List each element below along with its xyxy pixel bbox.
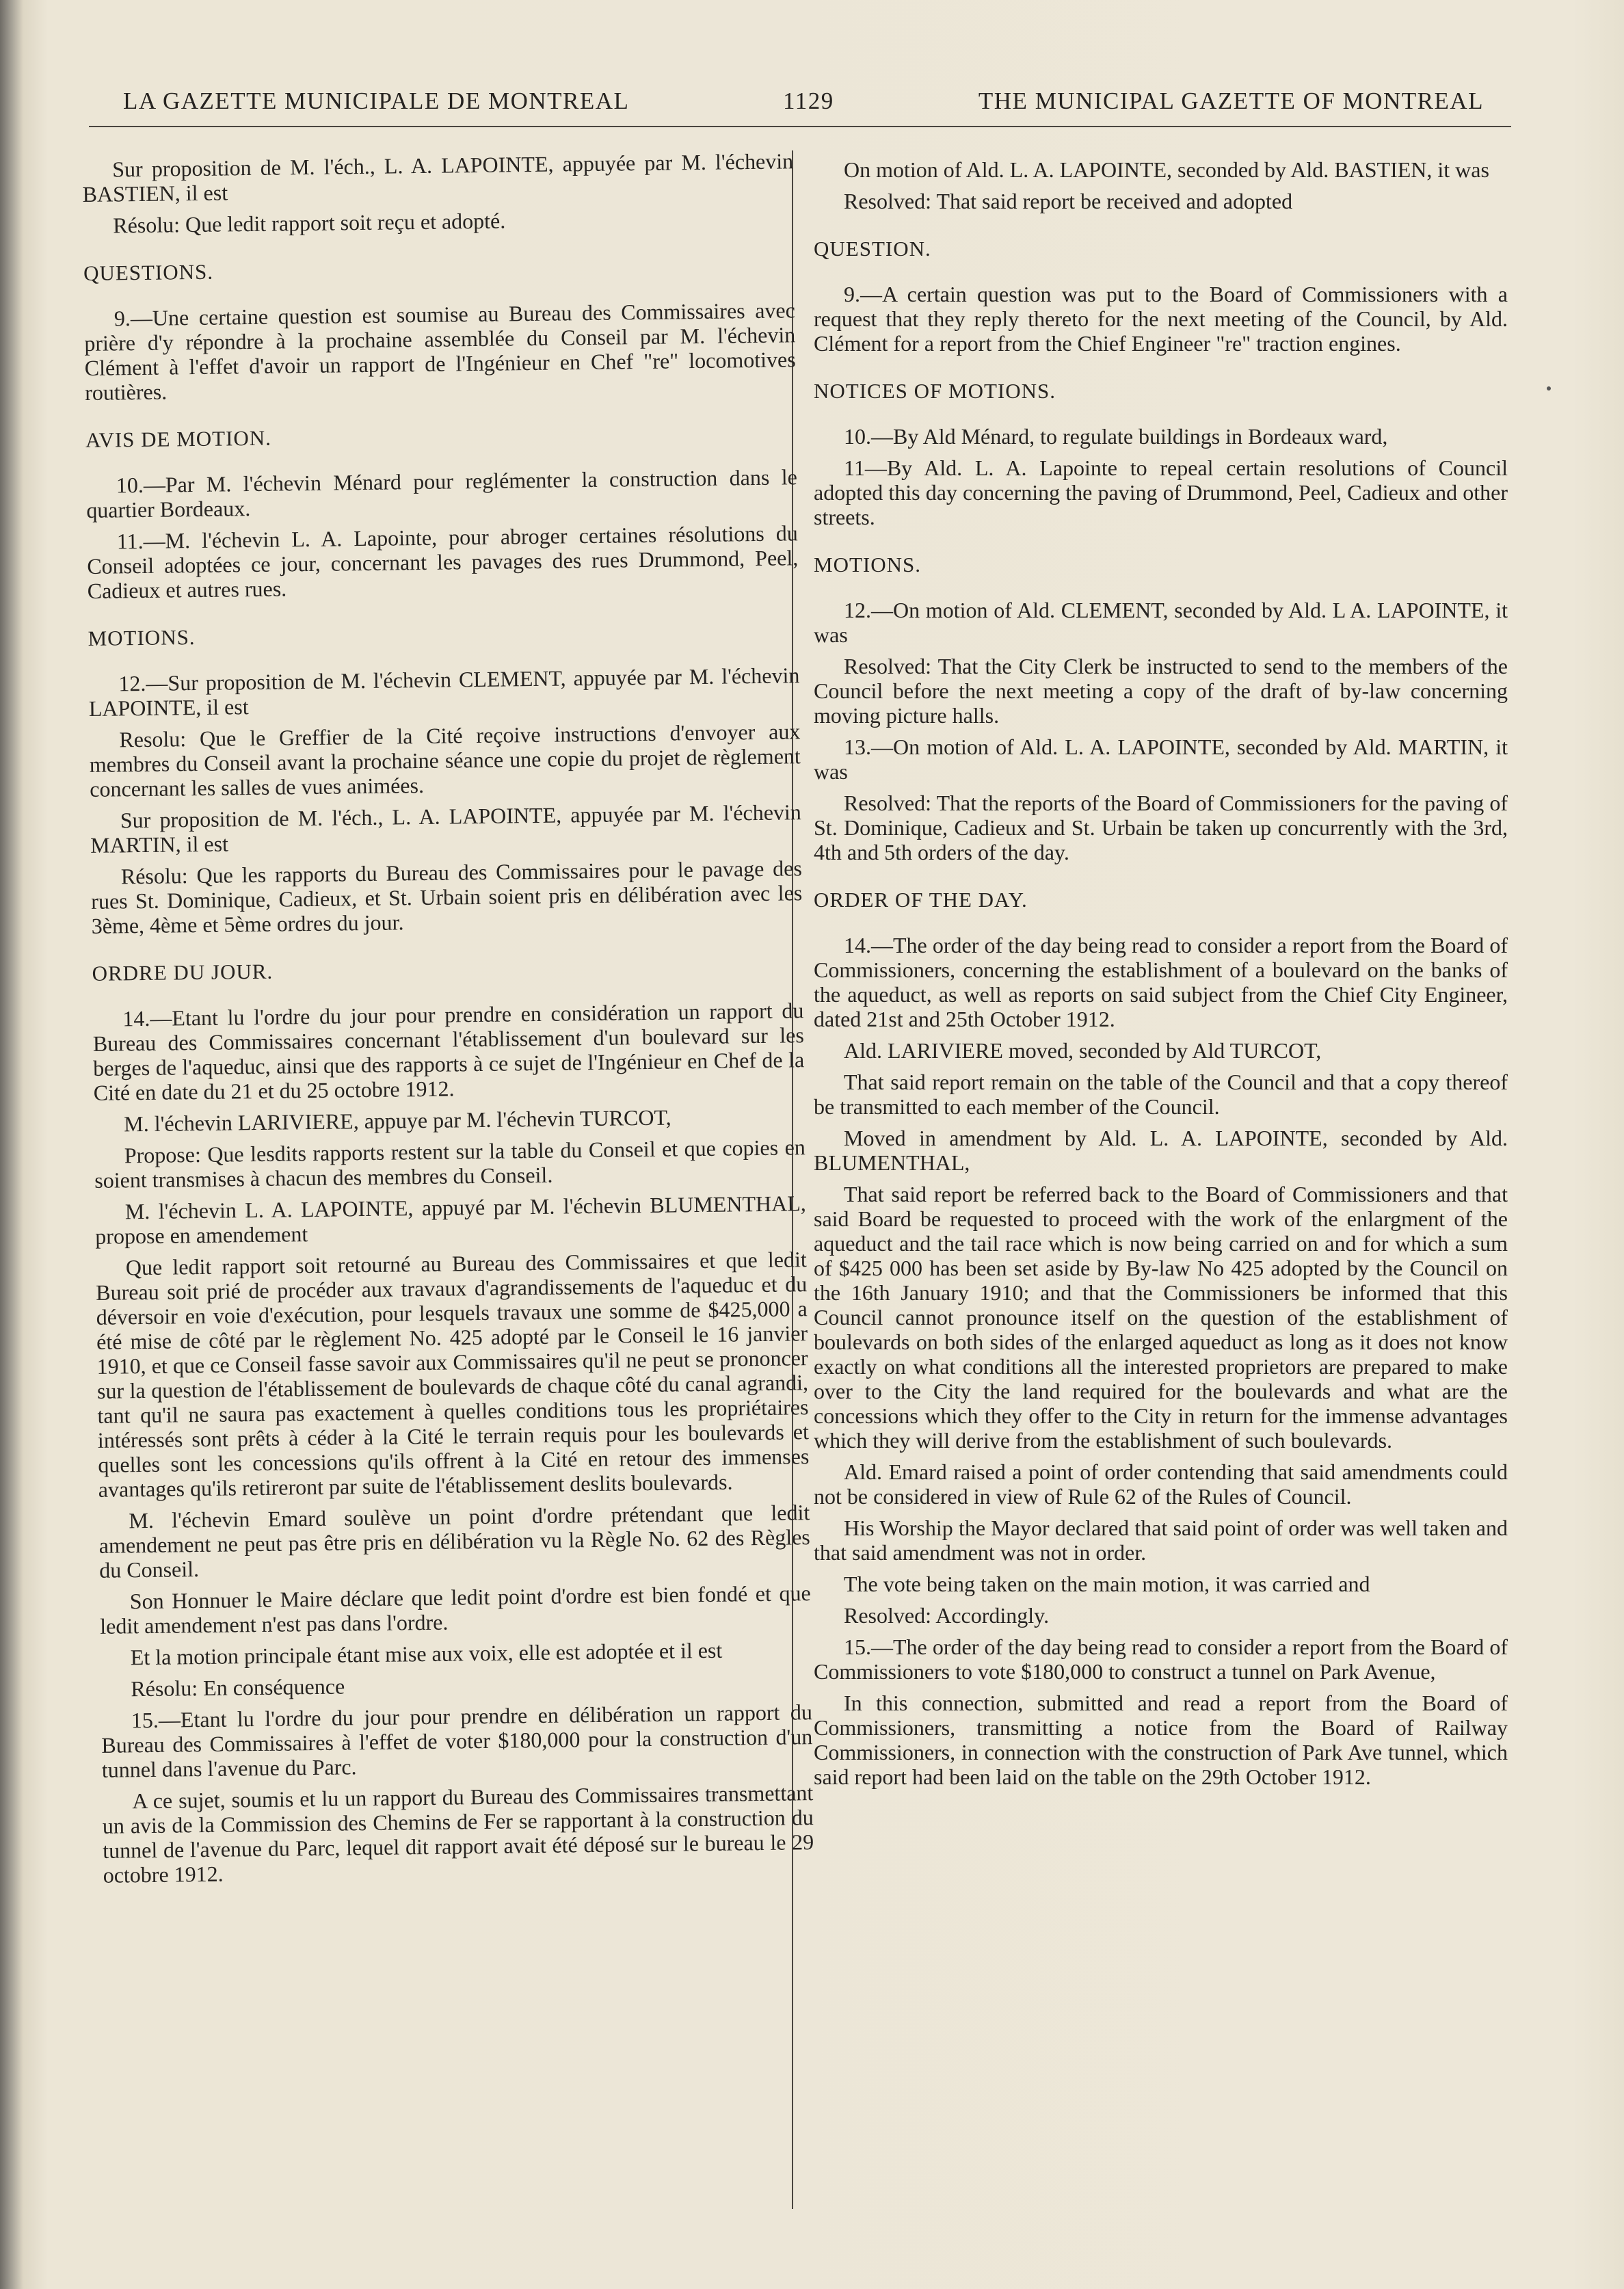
header-english-title: THE MUNICIPAL GAZETTE OF MONTREAL	[978, 88, 1484, 114]
en-section-heading: QUESTION.	[814, 237, 931, 261]
fr-paragraph: Son Honnuer le Maire déclare que ledit point d'ordre est bien fondé et que ledit amendement n'est pas dans l'ordre.	[100, 1580, 811, 1639]
en-paragraph: Ald. LARIVIERE moved, seconded by Ald TURCOT,	[844, 1038, 1322, 1063]
en-paragraph: Resolved: That the reports of the Board of Commissioners for the paving of St. Dominique, Cadieux and St. Urbain be taken up concurrently with the 3rd, 4th and 5th orders of the day.	[814, 791, 1508, 864]
en-paragraph: The vote being taken on the main motion, it was carried and	[844, 1572, 1370, 1596]
header-rule	[89, 126, 1511, 127]
en-paragraph: His Worship the Mayor declared that said point of order was well taken and that said amendment was not in order.	[814, 1516, 1508, 1565]
fr-paragraph: 14.—Etant lu l'ordre du jour pour prendre en considération un rapport du Bureau des Commissaires concernant l'établissement d'un boulevard sur les berges de l'aqueduc, ainsi que des rapports à ce sujet de l'Ingénieur en Chef de la Cité en date du 21 et du 25 octobre 1912.	[92, 998, 805, 1105]
fr-paragraph: 15.—Etant lu l'ordre du jour pour prendre en délibération un rapport du Bureau des Commissaires à l'effet de voter $180,000 pour la construction d'un tunnel dans l'avenue du Parc.	[101, 1699, 813, 1782]
fr-paragraph: A ce sujet, soumis et lu un rapport du Bureau des Commissaires transmettant un avis de la Commission des Chemins de Fer se rapportant à la construction du tunnel de l'avenue du Parc, lequel dit rapport avait été déposé sur le bureau le 29 octobre 1912.	[102, 1780, 814, 1888]
en-paragraph: 10.—By Ald Ménard, to regulate buildings in Bordeaux ward,	[844, 424, 1388, 449]
en-paragraph: Resolved: That said report be received and adopted	[844, 189, 1293, 213]
english-column	[814, 157, 1508, 1796]
fr-paragraph: Sur proposition de M. l'éch., L. A. LAPOINTE, appuyée par M. l'échevin MARTIN, il est	[90, 799, 801, 858]
en-paragraph: 9.—A certain question was put to the Board of Commissioners with a request that they reply thereto for the next meeting of the Council, by Ald. Clément for a report from the Chief Engineer "re" traction engines.	[814, 282, 1508, 356]
en-section-heading: MOTIONS.	[814, 553, 921, 577]
fr-section-heading: ORDRE DU JOUR.	[92, 959, 274, 985]
fr-paragraph: 12.—Sur proposition de M. l'échevin CLEMENT, appuyée par M. l'échevin LAPOINTE, il est	[88, 663, 800, 721]
page-header	[123, 88, 1484, 122]
fr-paragraph: 9.—Une certaine question est soumise au Bureau des Commissaires avec prière d'y répondre à la prochaine assemblée du Conseil par M. l'échevin Clément à l'effet d'avoir un rapport de l'Ingénieur en Chef "re" locomotives routières.	[84, 297, 796, 405]
en-section-heading: NOTICES OF MOTIONS.	[814, 379, 1056, 403]
en-paragraph: Ald. Emard raised a point of order contending that said amendments could not be considered in view of Rule 62 of the Rules of Council.	[814, 1459, 1508, 1509]
fr-paragraph: Résolu: Que ledit rapport soit reçu et adopté.	[112, 208, 506, 238]
en-paragraph: In this connection, submitted and read a report from the Board of Commissioners, transmitting a notice from the Board of Railway Commissioners, in connection with the construction of Park Ave tunnel, which said report had been laid on the table on the 29th October 1912.	[814, 1691, 1508, 1789]
en-paragraph: Resolved: That the City Clerk be instructed to send to the members of the Council before the next meeting a copy of the draft of by-law concerning moving picture halls.	[814, 654, 1508, 728]
fr-paragraph: Propose: Que lesdits rapports restent sur la table du Conseil et que copies en soient transmises à chacun des membres du Conseil.	[94, 1135, 806, 1193]
fr-paragraph: Que ledit rapport soit retourné au Bureau des Commissaires et que ledit Bureau soit prié de procéder aux travaux d'agrandissements de l'aqueduc et du déversoir en voie d'exécution, pour lesquels travaux une somme de $425,000 a été mise de côté par le règlement No. 425 adopté par le Conseil le 16 janvier 1910, et que ce Conseil fasse savoir aux Commissaires qu'il ne peut se prononcer sur la question de l'établissement de boulevards de chaque côté du canal agrandi, tant qu'il ne saura pas exactement à quelles conditions tous les propriétaires intéressés sont prêts à céder à la Cité le terrain requis pour les boulevards et quelles sont les concessions qu'ils offrent à la Cité en retour des immenses avantages qu'ils retireront par suite de l'établissement deslits boulevards.	[96, 1247, 810, 1502]
en-paragraph: 14.—The order of the day being read to consider a report from the Board of Commissioners, concerning the establishment of a boulevard on the banks of the aqueduct, as well as reports on said subject from the Chief City Engineer, dated 21st and 25th October 1912.	[814, 933, 1508, 1031]
fr-paragraph: Résolu: En conséquence	[131, 1673, 345, 1702]
en-paragraph: That said report remain on the table of the Council and that a copy thereof be transmitted to each member of the Council.	[814, 1070, 1508, 1119]
fr-paragraph: 11.—M. l'échevin L. A. Lapointe, pour abroger certaines résolutions du Conseil adoptées ce jour, concernant les pavages des rues Drummond, Peel, Cadieux et autres rues.	[87, 520, 799, 603]
en-paragraph: 12.—On motion of Ald. CLEMENT, seconded by Ald. L A. LAPOINTE, it was	[814, 598, 1508, 647]
en-paragraph: On motion of Ald. L. A. LAPOINTE, seconded by Ald. BASTIEN, it was	[844, 157, 1489, 182]
fr-section-heading: QUESTIONS.	[83, 259, 214, 285]
en-paragraph: Resolved: Accordingly.	[844, 1603, 1050, 1628]
fr-paragraph: M. l'échevin L. A. LAPOINTE, appuyé par M. l'échevin BLUMENTHAL, propose en amendement	[95, 1191, 806, 1249]
en-paragraph: 15.—The order of the day being read to consider a report from the Board of Commissioners to vote $180,000 to construct a tunnel on Park Avenue,	[814, 1635, 1508, 1684]
fr-paragraph: Résolu: Que les rapports du Bureau des Commissaires pour le pavage des rues St. Dominique, Cadieux, et St. Urbain soient pris en délibération avec les 3ème, 4ème et 5ème ordres du jour.	[91, 856, 803, 938]
fr-paragraph: Et la motion principale étant mise aux voix, elle est adoptée et il est	[130, 1637, 723, 1670]
fr-paragraph: 10.—Par M. l'échevin Ménard pour reglémenter la construction dans le quartier Bordeaux.	[86, 464, 798, 522]
fr-section-heading: MOTIONS.	[88, 625, 196, 650]
page-number: 1129	[783, 88, 834, 114]
french-column	[82, 148, 814, 1894]
fr-paragraph: Resolu: Que le Greffier de la Cité reçoive instructions d'envoyer aux membres du Conseil avant la prochaine séance une copie du projet de règlement concernant les salles de vues animées.	[89, 719, 801, 802]
en-paragraph: 13.—On motion of Ald. L. A. LAPOINTE, seconded by Ald. MARTIN, it was	[814, 735, 1508, 784]
en-paragraph: 11—By Ald. L. A. Lapointe to repeal certain resolutions of Council adopted this day concerning the paving of Drummond, Peel, Cadieux and other streets.	[814, 455, 1508, 529]
fr-paragraph: M. l'échevin Emard soulève un point d'ordre prétendant que ledit amendement ne peut pas être pris en délibération vu la Règle No. 62 des Règles du Conseil.	[98, 1500, 810, 1583]
fr-paragraph: Sur proposition de M. l'éch., L. A. LAPOINTE, appuyée par M. l'échevin BASTIEN, il est	[82, 148, 794, 207]
fr-section-heading: AVIS DE MOTION.	[85, 425, 272, 452]
en-paragraph: Moved in amendment by Ald. L. A. LAPOINTE, seconded by Ald. BLUMENTHAL,	[814, 1126, 1508, 1175]
fr-paragraph: M. l'échevin LARIVIERE, appuye par M. l'échevin TURCOT,	[124, 1104, 671, 1137]
header-french-title: LA GAZETTE MUNICIPALE DE MONTREAL	[123, 88, 630, 114]
en-section-heading: ORDER OF THE DAY.	[814, 888, 1028, 912]
paper-speck	[1547, 386, 1551, 391]
en-paragraph: That said report be referred back to the Board of Commissioners and that said Board be requested to proceed with the work of the enlargment of the aqueduct and the tail race which is now being carried on and for which a sum of $425 000 has been set aside by By-law No 425 adopted by the Council on the 16th January 1910; and that the Commissioners be informed that this Council cannot pronounce itself on the question of the establishment of boulevards on both sides of the enlarged aqueduct as long as it does not know exactly on what conditions all the interested proprietors are prepared to make over to the City the land required for the boulevards and what are the concessions which they offer to the City in return for the immense advantages which they will derive from the establishment of such boulevards.	[814, 1182, 1508, 1453]
